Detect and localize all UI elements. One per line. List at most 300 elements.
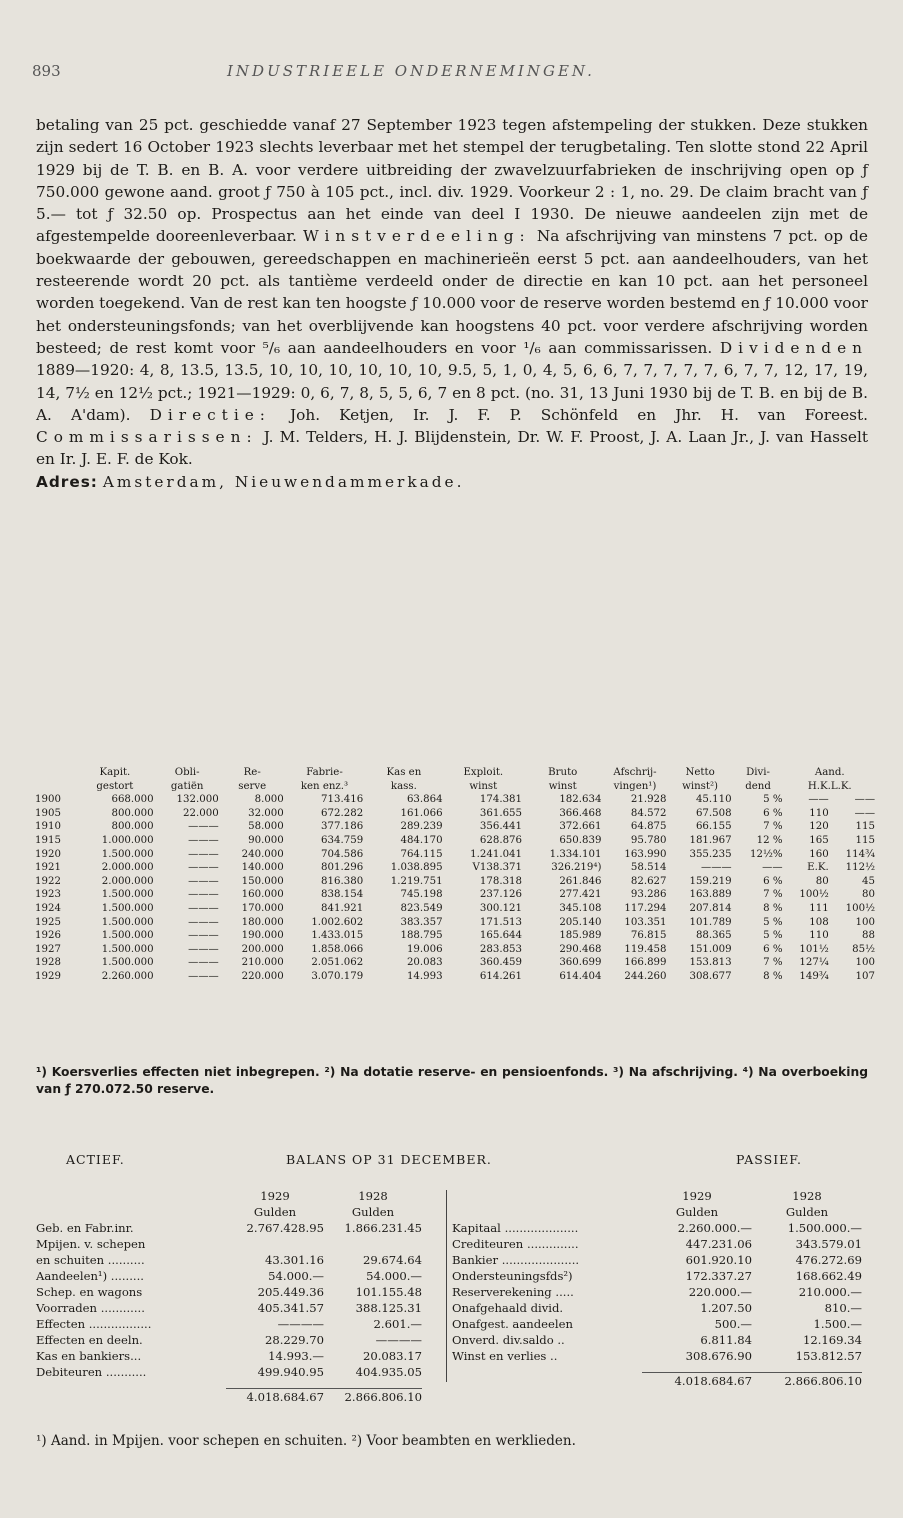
table-cell: 5 % bbox=[763, 794, 783, 806]
table-cell: —— bbox=[808, 794, 829, 806]
table-cell: 190.000 bbox=[241, 930, 284, 942]
balance-label: en schuiten .......... bbox=[36, 1253, 145, 1267]
balance-label: Effecten ................. bbox=[36, 1317, 152, 1331]
table-row bbox=[34, 956, 876, 970]
table-cell: 90.000 bbox=[248, 834, 284, 846]
balance-label: Winst en verlies .. bbox=[452, 1349, 558, 1363]
stats-header-text: dend bbox=[745, 780, 771, 792]
table-row bbox=[34, 875, 876, 889]
table-cell: ——— bbox=[188, 902, 219, 914]
table-cell: 100½ bbox=[845, 902, 875, 914]
balance-col-header: Gulden bbox=[253, 1205, 297, 1219]
table-cell: 7 % bbox=[763, 957, 783, 969]
table-cell: 1.002.602 bbox=[311, 916, 364, 928]
table-cell: 207.814 bbox=[689, 902, 732, 914]
table-cell: 1.500.000 bbox=[101, 916, 154, 928]
company-description bbox=[36, 114, 868, 493]
table-cell: 345.108 bbox=[559, 902, 602, 914]
table-cell: 163.889 bbox=[689, 889, 732, 901]
table-row bbox=[34, 970, 876, 984]
row-year: 1900 bbox=[35, 794, 61, 806]
table-cell: E.K. bbox=[807, 862, 829, 874]
balance-col-header bbox=[452, 1188, 642, 1204]
balance-row bbox=[36, 1268, 422, 1284]
table-cell: 372.661 bbox=[559, 821, 602, 833]
stats-header-cell bbox=[444, 766, 523, 793]
stats-header-text: Bruto bbox=[548, 767, 578, 778]
balance-row bbox=[452, 1332, 862, 1348]
table-cell: —— bbox=[762, 862, 783, 874]
table-cell: 88.365 bbox=[695, 930, 732, 942]
balance-sheet bbox=[36, 1152, 866, 1404]
balance-value: 12.169.34 bbox=[802, 1333, 862, 1347]
table-cell: ——— bbox=[188, 821, 219, 833]
balance-label: Bankier ..................... bbox=[452, 1253, 580, 1267]
stats-header-text: Re- bbox=[243, 767, 261, 778]
balance-row bbox=[36, 1284, 422, 1300]
table-cell: 110 bbox=[809, 930, 829, 942]
balance-label: Ondersteuningsfds²) bbox=[452, 1269, 573, 1283]
table-cell: 1.500.000 bbox=[101, 848, 154, 860]
stats-header-text: vingen¹) bbox=[613, 780, 657, 792]
balance-row bbox=[36, 1316, 422, 1332]
table-cell: 6 % bbox=[763, 943, 783, 955]
table-cell: 244.260 bbox=[624, 970, 667, 982]
row-year: 1929 bbox=[35, 970, 61, 982]
balance-label: Kapitaal .................... bbox=[452, 1221, 579, 1235]
stats-header-text: winst bbox=[469, 780, 498, 792]
table-cell: 32.000 bbox=[248, 807, 284, 819]
table-cell: 308.677 bbox=[689, 970, 732, 982]
table-cell: —— bbox=[854, 807, 875, 819]
stats-header-cell bbox=[784, 766, 876, 793]
table-row bbox=[34, 929, 876, 943]
table-cell: 63.864 bbox=[406, 794, 443, 806]
table-cell: 20.083 bbox=[406, 957, 443, 969]
balance-col-header: 1929 bbox=[682, 1189, 712, 1203]
balance-value: 101.155.48 bbox=[355, 1285, 422, 1299]
table-cell: 1.500.000 bbox=[101, 889, 154, 901]
stats-header-text: ken enz.³ bbox=[300, 780, 349, 792]
row-year: 1924 bbox=[35, 902, 61, 914]
stats-header-cell bbox=[285, 766, 364, 793]
stats-header-cell bbox=[220, 766, 285, 793]
table-cell: 764.115 bbox=[400, 848, 443, 860]
balance-value: ———— bbox=[277, 1317, 324, 1331]
paragraph-1: betaling van 25 pct. geschiedde vanaf 27 September 1923 tegen afstempeling der stukken. Deze stukken zijn sedert 16 October 1923 slechts leverbaar met het stempel der terugbetaling. Ten slotte stond 22 April 1929 bij de T. B. en B. A. voor verdere uitbreiding der zwavelzuurfabrieken de inschrijving open op ƒ 750.000 gewone aand. groot ƒ 750 à 105 pct., incl. div. 1929. Voorkeur 2 : 1, no. 29. De claim bracht van ƒ 5.— tot ƒ 32.50 op. Prospectus aan het einde van deel I 1930. De nieuwe aandeelen zijn met de afgestempelde dooreenleverbaar. bbox=[36, 116, 868, 246]
running-title: INDUSTRIEELE ONDERNEMINGEN. bbox=[227, 62, 595, 80]
balance-label: Onverd. div.saldo .. bbox=[452, 1333, 565, 1347]
balance-row bbox=[452, 1252, 862, 1268]
stats-header-text: Exploit. bbox=[463, 767, 504, 778]
table-cell: 1.433.015 bbox=[311, 930, 364, 942]
table-notes: ¹) Koersverlies effecten niet inbegrepen. ²) Na dotatie reserve- en pensioenfonds. ³) Na afschrijving. ⁴) Na overboeking van ƒ 270.072.50 reserve. bbox=[36, 1065, 868, 1096]
table-cell: 220.000 bbox=[241, 970, 284, 982]
row-year: 1925 bbox=[35, 916, 61, 928]
table-cell: 159.219 bbox=[689, 875, 732, 887]
table-cell: 110 bbox=[809, 807, 829, 819]
table-cell: 88 bbox=[862, 930, 875, 942]
table-cell: 108 bbox=[809, 916, 829, 928]
table-cell: ——— bbox=[188, 875, 219, 887]
dividenden-text: 1889—1920: 4, 8, 13.5, 13.5, 10, 10, 10, 10, 10, 10, 9.5, 5, 1, 0, 4, 5, 6, 6, 7, 7, 7, 7, 7, 6, 7, 7, 12, 17, 19, 14, 7½ en 12½ pct.; 1921—1929: 0, 6, 7, 8, 5, 5, 6, 7 en 8 pct. (no. 31, 13 Juni 1930 bij de T. B. en bij de B. A. A'dam). bbox=[36, 361, 868, 424]
table-cell: 66.155 bbox=[695, 821, 732, 833]
table-cell: 360.459 bbox=[479, 957, 523, 969]
table-cell: 6 % bbox=[763, 875, 783, 887]
table-cell: 816.380 bbox=[321, 875, 364, 887]
table-cell: 2.000.000 bbox=[101, 875, 154, 887]
table-cell: 103.351 bbox=[624, 916, 667, 928]
balance-value: 810.— bbox=[824, 1301, 862, 1315]
balance-label: Schep. en wagons bbox=[36, 1285, 143, 1299]
balance-row bbox=[36, 1220, 422, 1236]
row-year: 1922 bbox=[35, 875, 61, 887]
table-cell: 801.296 bbox=[321, 862, 364, 874]
table-cell: 628.876 bbox=[479, 834, 523, 846]
table-cell: 668.000 bbox=[111, 794, 154, 806]
table-cell: 672.282 bbox=[321, 807, 364, 819]
table-cell: 22.000 bbox=[183, 807, 219, 819]
stats-header-text: kass. bbox=[390, 780, 417, 792]
passief-title: PASSIEF. bbox=[736, 1152, 802, 1167]
balance-label: Aandeelen¹) ......... bbox=[36, 1269, 144, 1283]
table-cell: 12 % bbox=[756, 834, 783, 846]
balance-value: 1.500.— bbox=[813, 1317, 862, 1331]
table-cell: 8 % bbox=[763, 902, 783, 914]
balance-value: 1.500.000.— bbox=[787, 1221, 862, 1235]
passief-side bbox=[452, 1188, 862, 1389]
balance-row bbox=[452, 1316, 862, 1332]
row-year: 1920 bbox=[35, 848, 61, 860]
table-cell: 149¾ bbox=[799, 970, 829, 982]
balance-label: Debiteuren ........... bbox=[36, 1365, 147, 1379]
table-cell: 1.500.000 bbox=[101, 943, 154, 955]
balance-divider bbox=[446, 1190, 447, 1382]
table-row bbox=[34, 807, 876, 821]
table-cell: 200.000 bbox=[241, 943, 284, 955]
balance-total bbox=[36, 1388, 226, 1405]
table-cell: 300.121 bbox=[479, 902, 523, 914]
table-cell: 101½ bbox=[799, 943, 829, 955]
row-year: 1905 bbox=[35, 807, 61, 819]
table-cell: 58.514 bbox=[630, 862, 667, 874]
balance-row bbox=[36, 1236, 422, 1252]
dividenden-label: Dividenden bbox=[719, 338, 868, 357]
table-cell: 115 bbox=[855, 834, 875, 846]
commissarissen-label: Commissarissen: bbox=[36, 428, 258, 447]
table-cell: ——— bbox=[188, 970, 219, 982]
stats-header-text: Kas en bbox=[386, 767, 422, 778]
table-cell: 8 % bbox=[763, 970, 783, 982]
stats-header-text: Obli- bbox=[174, 767, 200, 778]
table-cell: 1.000.000 bbox=[101, 834, 154, 846]
balance-value: ———— bbox=[375, 1333, 422, 1347]
table-cell: 14.993 bbox=[406, 970, 443, 982]
balance-value: 43.301.16 bbox=[264, 1253, 324, 1267]
adres-line bbox=[36, 471, 868, 493]
table-cell: ——— bbox=[188, 943, 219, 955]
table-row bbox=[34, 820, 876, 834]
table-row bbox=[34, 916, 876, 930]
table-cell: 67.508 bbox=[695, 807, 732, 819]
table-cell: 171.513 bbox=[479, 916, 523, 928]
table-cell: 45 bbox=[862, 875, 875, 887]
table-cell: 166.899 bbox=[624, 957, 667, 969]
stats-header-text: H.K.L.K. bbox=[807, 780, 852, 792]
table-cell: 140.000 bbox=[241, 862, 284, 874]
table-cell: 114¾ bbox=[845, 848, 875, 860]
balance-value: 153.812.57 bbox=[795, 1349, 862, 1363]
table-cell: 85½ bbox=[852, 943, 875, 955]
table-cell: 7 % bbox=[763, 889, 783, 901]
table-cell: 21.928 bbox=[630, 794, 667, 806]
balance-row bbox=[36, 1300, 422, 1316]
balance-total bbox=[452, 1372, 642, 1389]
balance-value: 205.449.36 bbox=[257, 1285, 324, 1299]
table-cell: 95.780 bbox=[630, 834, 667, 846]
row-year: 1927 bbox=[35, 943, 61, 955]
page-header bbox=[32, 62, 871, 86]
balance-value: 2.767.428.95 bbox=[246, 1221, 324, 1235]
table-cell: 704.586 bbox=[321, 848, 364, 860]
balance-col-header: 1929 bbox=[260, 1189, 290, 1203]
balance-row bbox=[36, 1364, 422, 1380]
table-cell: 181.967 bbox=[689, 834, 732, 846]
stats-header-text: gestort bbox=[96, 780, 134, 792]
balance-label: Effecten en deeln. bbox=[36, 1333, 143, 1347]
balance-row bbox=[452, 1268, 862, 1284]
table-cell: 100½ bbox=[799, 889, 829, 901]
stats-header-text: Fabrie- bbox=[306, 767, 343, 778]
balance-row bbox=[452, 1236, 862, 1252]
table-cell: 132.000 bbox=[176, 794, 219, 806]
stats-header-text: winst bbox=[548, 780, 577, 792]
stats-header-text: winst²) bbox=[682, 780, 719, 792]
table-cell: 163.990 bbox=[624, 848, 667, 860]
balance-total-row bbox=[452, 1372, 862, 1389]
table-cell: 326.219⁴) bbox=[551, 862, 602, 874]
adres-label: Adres: bbox=[36, 472, 98, 491]
table-cell: 1.038.895 bbox=[390, 862, 443, 874]
balance-label: Mpijen. v. schepen bbox=[36, 1237, 146, 1251]
balance-value: 476.272.69 bbox=[795, 1253, 862, 1267]
table-cell: 290.468 bbox=[559, 943, 602, 955]
winstverdeeling-text: Na afschrijving van minstens 7 pct. op de boekwaarde der gebouwen, gereedschappen en machinerieën eerst 5 pct. aan aandeelhouders, van het resteerende wordt 20 pct. als tantième verdeeld onder de directie en kan 10 pct. aan het personeel worden toegekend. Van de rest kan ten hoogste ƒ 10.000 voor de reserve worden bestemd en ƒ 10.000 voor het ondersteuningsfonds; van het overblijvende kan hoogstens 40 pct. voor verdere afschrijving worden besteed; de rest komt voor ⁵/₆ aan aandeelhouders en voor ¹/₆ aan commissarissen. bbox=[36, 227, 868, 357]
balance-total: 4.018.684.67 bbox=[226, 1388, 324, 1405]
table-cell: 2.260.000 bbox=[101, 970, 154, 982]
stats-header-text: Afschrij- bbox=[613, 767, 657, 778]
table-cell: 178.318 bbox=[479, 875, 523, 887]
balance-value: 404.935.05 bbox=[355, 1365, 422, 1379]
table-cell: 7 % bbox=[763, 821, 783, 833]
balance-value: 308.676.90 bbox=[685, 1349, 752, 1363]
table-cell: 101.789 bbox=[689, 916, 732, 928]
balance-row bbox=[36, 1332, 422, 1348]
stats-header-text: serve bbox=[238, 780, 267, 792]
table-cell: 185.989 bbox=[559, 930, 602, 942]
table-cell: V138.371 bbox=[472, 862, 523, 874]
table-cell: —— bbox=[854, 794, 875, 806]
balance-value: 2.601.— bbox=[373, 1317, 422, 1331]
commissarissen-text: J. M. Telders, H. J. Blijdenstein, Dr. W. F. Proost, J. A. Laan Jr., J. van Hasselt en Ir. J. E. F. de Kok. bbox=[36, 428, 868, 469]
table-cell: 160 bbox=[809, 848, 829, 860]
stats-header-cell bbox=[668, 766, 733, 793]
table-cell: 8.000 bbox=[254, 794, 284, 806]
table-cell: ——— bbox=[188, 848, 219, 860]
table-cell: ——— bbox=[188, 957, 219, 969]
table-cell: 82.627 bbox=[630, 875, 667, 887]
table-cell: 614.404 bbox=[559, 970, 602, 982]
balance-col-header bbox=[36, 1188, 226, 1204]
table-cell: 360.699 bbox=[559, 957, 602, 969]
table-cell: 355.235 bbox=[689, 848, 732, 860]
table-cell: 1.219.751 bbox=[390, 875, 443, 887]
table-cell: 12½% bbox=[749, 848, 783, 860]
table-cell: ——— bbox=[188, 930, 219, 942]
table-cell: 3.070.179 bbox=[311, 970, 364, 982]
balance-total: 2.866.806.10 bbox=[752, 1372, 862, 1389]
stats-header-cell bbox=[155, 766, 220, 793]
table-cell: 150.000 bbox=[241, 875, 284, 887]
table-cell: 713.416 bbox=[321, 794, 364, 806]
table-cell: 174.381 bbox=[479, 794, 523, 806]
stats-header-cell bbox=[602, 766, 667, 793]
balance-col-header bbox=[452, 1204, 642, 1220]
balance-value: 601.920.10 bbox=[685, 1253, 752, 1267]
table-cell: 841.921 bbox=[321, 902, 364, 914]
table-cell: 823.549 bbox=[400, 902, 443, 914]
balance-value: 1.866.231.45 bbox=[344, 1221, 422, 1235]
stats-body bbox=[34, 793, 876, 983]
row-year: 1915 bbox=[35, 834, 61, 846]
table-cell: 151.009 bbox=[689, 943, 732, 955]
table-cell: ——— bbox=[188, 916, 219, 928]
balance-value: 2.260.000.— bbox=[677, 1221, 752, 1235]
table-cell: 210.000 bbox=[241, 957, 284, 969]
stats-header-year bbox=[34, 766, 75, 793]
directie-label: Directie: bbox=[149, 405, 271, 424]
balance-value: 172.337.27 bbox=[685, 1269, 752, 1283]
table-cell: 261.846 bbox=[559, 875, 602, 887]
stats-header-row bbox=[34, 766, 876, 793]
balance-label: Onafgehaald divid. bbox=[452, 1301, 564, 1315]
table-cell: 80 bbox=[815, 875, 829, 887]
table-cell: 165.644 bbox=[479, 930, 523, 942]
table-cell: 205.140 bbox=[559, 916, 602, 928]
winstverdeeling-label: Winstverdeeling: bbox=[303, 227, 531, 246]
directie-text: Joh. Ketjen, Ir. J. F. P. Schönfeld en Jhr. H. van Foreest. bbox=[290, 405, 868, 424]
table-row bbox=[34, 848, 876, 862]
row-year: 1926 bbox=[35, 930, 61, 942]
row-year: 1923 bbox=[35, 889, 61, 901]
table-cell: 838.154 bbox=[321, 889, 364, 901]
table-cell: 165 bbox=[809, 834, 829, 846]
table-cell: 115 bbox=[855, 821, 875, 833]
balance-row bbox=[36, 1348, 422, 1364]
table-cell: 111 bbox=[809, 902, 829, 914]
balance-value: 54.000.— bbox=[268, 1269, 324, 1283]
balance-label: Reserverekening ..... bbox=[452, 1285, 574, 1299]
balance-value: 14.993.— bbox=[268, 1349, 324, 1363]
table-cell: 237.126 bbox=[479, 889, 523, 901]
table-cell: 76.815 bbox=[630, 930, 667, 942]
balance-total-row bbox=[36, 1388, 422, 1405]
table-row bbox=[34, 902, 876, 916]
table-cell: 2.051.062 bbox=[311, 957, 364, 969]
balance-label: Geb. en Fabr.inr. bbox=[36, 1221, 134, 1235]
table-cell: 800.000 bbox=[111, 821, 154, 833]
table-cell: 80 bbox=[862, 889, 875, 901]
table-cell: ——— bbox=[188, 862, 219, 874]
table-cell: 377.186 bbox=[321, 821, 364, 833]
balance-footnote: ¹) Aand. in Mpijen. voor schepen en schuiten. ²) Voor beambten en werklieden. bbox=[36, 1433, 576, 1449]
balance-label: Crediteuren .............. bbox=[452, 1237, 579, 1251]
balance-value: 405.341.57 bbox=[257, 1301, 324, 1315]
table-cell: 64.875 bbox=[630, 821, 667, 833]
stats-header-cell bbox=[364, 766, 443, 793]
table-cell: 2.000.000 bbox=[101, 862, 154, 874]
balance-value: 210.000.— bbox=[798, 1285, 862, 1299]
table-cell: 614.261 bbox=[479, 970, 523, 982]
balance-row bbox=[452, 1348, 862, 1364]
table-cell: 634.759 bbox=[321, 834, 364, 846]
page-number: 893 bbox=[32, 62, 61, 80]
table-cell: 170.000 bbox=[241, 902, 284, 914]
table-cell: 119.458 bbox=[624, 943, 667, 955]
balance-col-header bbox=[36, 1204, 226, 1220]
table-row bbox=[34, 861, 876, 875]
stats-header-text: gatiën bbox=[170, 780, 204, 792]
table-cell: 182.634 bbox=[559, 794, 602, 806]
table-cell: 1.500.000 bbox=[101, 957, 154, 969]
balance-value: 343.579.01 bbox=[795, 1237, 862, 1251]
stats-header-text: Netto bbox=[685, 767, 715, 778]
table-cell: 1.500.000 bbox=[101, 902, 154, 914]
table-cell: 107 bbox=[855, 970, 875, 982]
balance-title-row bbox=[36, 1152, 866, 1170]
table-row bbox=[34, 793, 876, 807]
balance-value: 29.674.64 bbox=[362, 1253, 422, 1267]
balance-col-header: 1928 bbox=[792, 1189, 822, 1203]
statistics-table bbox=[34, 766, 876, 984]
balance-value: 54.000.— bbox=[366, 1269, 422, 1283]
stats-header-text: Aand. bbox=[814, 767, 845, 778]
balance-total: 4.018.684.67 bbox=[642, 1372, 752, 1389]
balance-value: 220.000.— bbox=[688, 1285, 752, 1299]
table-cell: 100 bbox=[855, 957, 875, 969]
stats-header-cell bbox=[523, 766, 602, 793]
table-cell: 383.357 bbox=[400, 916, 443, 928]
table-cell: 93.286 bbox=[630, 889, 667, 901]
actief-side bbox=[36, 1188, 422, 1405]
table-cell: 240.000 bbox=[241, 848, 284, 860]
table-cell: 120 bbox=[809, 821, 829, 833]
table-cell: 160.000 bbox=[241, 889, 284, 901]
paragraph-body bbox=[36, 114, 868, 471]
balance-value bbox=[226, 1236, 324, 1252]
table-cell: 127¼ bbox=[799, 957, 829, 969]
table-cell: 1.334.101 bbox=[549, 848, 602, 860]
balance-total: 2.866.806.10 bbox=[324, 1388, 422, 1405]
balans-title: BALANS OP 31 DECEMBER. bbox=[286, 1152, 492, 1167]
table-cell: ——— bbox=[188, 834, 219, 846]
table-cell: 650.839 bbox=[559, 834, 602, 846]
balance-row bbox=[452, 1220, 862, 1236]
stats-header-text: Kapit. bbox=[99, 767, 131, 778]
row-year: 1910 bbox=[35, 821, 61, 833]
table-cell: 1.241.041 bbox=[470, 848, 523, 860]
table-cell: 356.441 bbox=[479, 821, 523, 833]
